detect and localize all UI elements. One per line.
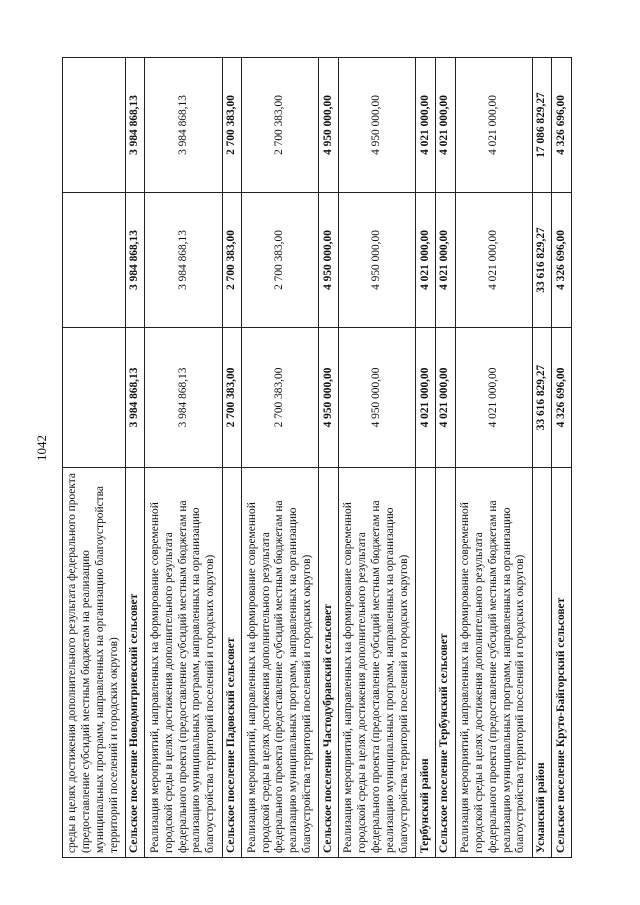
- row-description: Сельское поселение Новодмитриевский сельсовет: [125, 468, 145, 858]
- row-amount-1: 2 700 383,00: [242, 328, 319, 468]
- row-description: Сельское поселение Частодубравский сельсовет: [319, 468, 339, 858]
- budget-table-body: [63, 58, 572, 858]
- table-row: [242, 58, 319, 858]
- row-amount-1: 4 950 000,00: [339, 328, 416, 468]
- row-amount-3: 17 086 829,27: [532, 58, 552, 193]
- row-amount-2: 3 984 868,13: [145, 193, 222, 328]
- row-amount-2: 33 616 829,27: [532, 193, 552, 328]
- row-description: Реализация мероприятий, направленных на формирование современной городской среды в целях достижения дополнительного результата федерального проекта (предоставление субсидий местным бюджетам на реализацию муниципальных программ, направленных на организацию благоустройства территорий поселений и городских округов): [339, 468, 416, 858]
- row-amount-3: 4 950 000,00: [339, 58, 416, 193]
- rotated-table-frame: [62, 58, 572, 858]
- table-row: [455, 58, 532, 858]
- row-amount-3: [63, 58, 126, 193]
- row-amount-1: 3 984 868,13: [145, 328, 222, 468]
- table-row-subtotal: [319, 58, 339, 858]
- row-amount-3: 2 700 383,00: [222, 58, 242, 193]
- table-row-subtotal: [222, 58, 242, 858]
- row-amount-3: 4 021 000,00: [435, 58, 455, 193]
- row-amount-1: 4 021 000,00: [435, 328, 455, 468]
- table-row: [339, 58, 416, 858]
- row-amount-2: 4 326 696,00: [552, 193, 572, 328]
- page-number: 1042: [34, 435, 49, 461]
- row-description: Реализация мероприятий, направленных на формирование современной городской среды в целях достижения дополнительного результата федерального проекта (предоставление субсидий местным бюджетам на реализацию муниципальных программ, направленных на организацию благоустройства территорий поселений и городских округов): [242, 468, 319, 858]
- row-amount-1: 3 984 868,13: [125, 328, 145, 468]
- row-amount-1: [63, 328, 126, 468]
- row-amount-2: 4 021 000,00: [435, 193, 455, 328]
- row-description: среды в целях достижения дополнительного результата федерального проекта (предоставление субсидий местным бюджетам на реализацию муниципальных программ, направленных на организацию благоустройства территорий поселений и городских округов): [63, 468, 126, 858]
- table-container: [62, 58, 572, 858]
- row-amount-1: 4 021 000,00: [455, 328, 532, 468]
- table-row-subtotal: [552, 58, 572, 858]
- row-description: Сельское поселение Круто-Байгорский сельсовет: [552, 468, 572, 858]
- row-amount-1: 2 700 383,00: [222, 328, 242, 468]
- row-amount-2: 3 984 868,13: [125, 193, 145, 328]
- row-description: Сельское поселение Падовский сельсовет: [222, 468, 242, 858]
- row-amount-2: [63, 193, 126, 328]
- table-row: [63, 58, 126, 858]
- row-amount-3: 4 950 000,00: [319, 58, 339, 193]
- row-amount-3: 4 021 000,00: [455, 58, 532, 193]
- row-amount-2: 4 021 000,00: [416, 193, 436, 328]
- table-row-subtotal: [125, 58, 145, 858]
- row-description: Сельское поселение Тербунский сельсовет: [435, 468, 455, 858]
- row-amount-2: 4 950 000,00: [339, 193, 416, 328]
- table-row-subtotal: [435, 58, 455, 858]
- row-description: Реализация мероприятий, направленных на формирование современной городской среды в целях достижения дополнительного результата федерального проекта (предоставление субсидий местным бюджетам на реализацию муниципальных программ, направленных на организацию благоустройства территорий поселений и городских округов): [145, 468, 222, 858]
- row-amount-1: 4 950 000,00: [319, 328, 339, 468]
- table-row: [145, 58, 222, 858]
- row-amount-1: 33 616 829,27: [532, 328, 552, 468]
- row-amount-2: 2 700 383,00: [222, 193, 242, 328]
- table-row-subtotal: [532, 58, 552, 858]
- row-amount-2: 4 950 000,00: [319, 193, 339, 328]
- table-row-subtotal: [416, 58, 436, 858]
- row-amount-1: 4 021 000,00: [416, 328, 436, 468]
- row-amount-3: 4 326 696,00: [552, 58, 572, 193]
- row-description: Реализация мероприятий, направленных на формирование современной городской среды в целях достижения дополнительного результата федерального проекта (предоставление субсидий местным бюджетам на реализацию муниципальных программ, направленных на организацию благоустройства территорий поселений и городских округов): [455, 468, 532, 858]
- row-description: Усманский район: [532, 468, 552, 858]
- row-description: Тербунский район: [416, 468, 436, 858]
- row-amount-1: 4 326 696,00: [552, 328, 572, 468]
- row-amount-2: 4 021 000,00: [455, 193, 532, 328]
- row-amount-3: 2 700 383,00: [242, 58, 319, 193]
- row-amount-3: 3 984 868,13: [145, 58, 222, 193]
- row-amount-3: 3 984 868,13: [125, 58, 145, 193]
- budget-table: [62, 57, 572, 858]
- row-amount-2: 2 700 383,00: [242, 193, 319, 328]
- row-amount-3: 4 021 000,00: [416, 58, 436, 193]
